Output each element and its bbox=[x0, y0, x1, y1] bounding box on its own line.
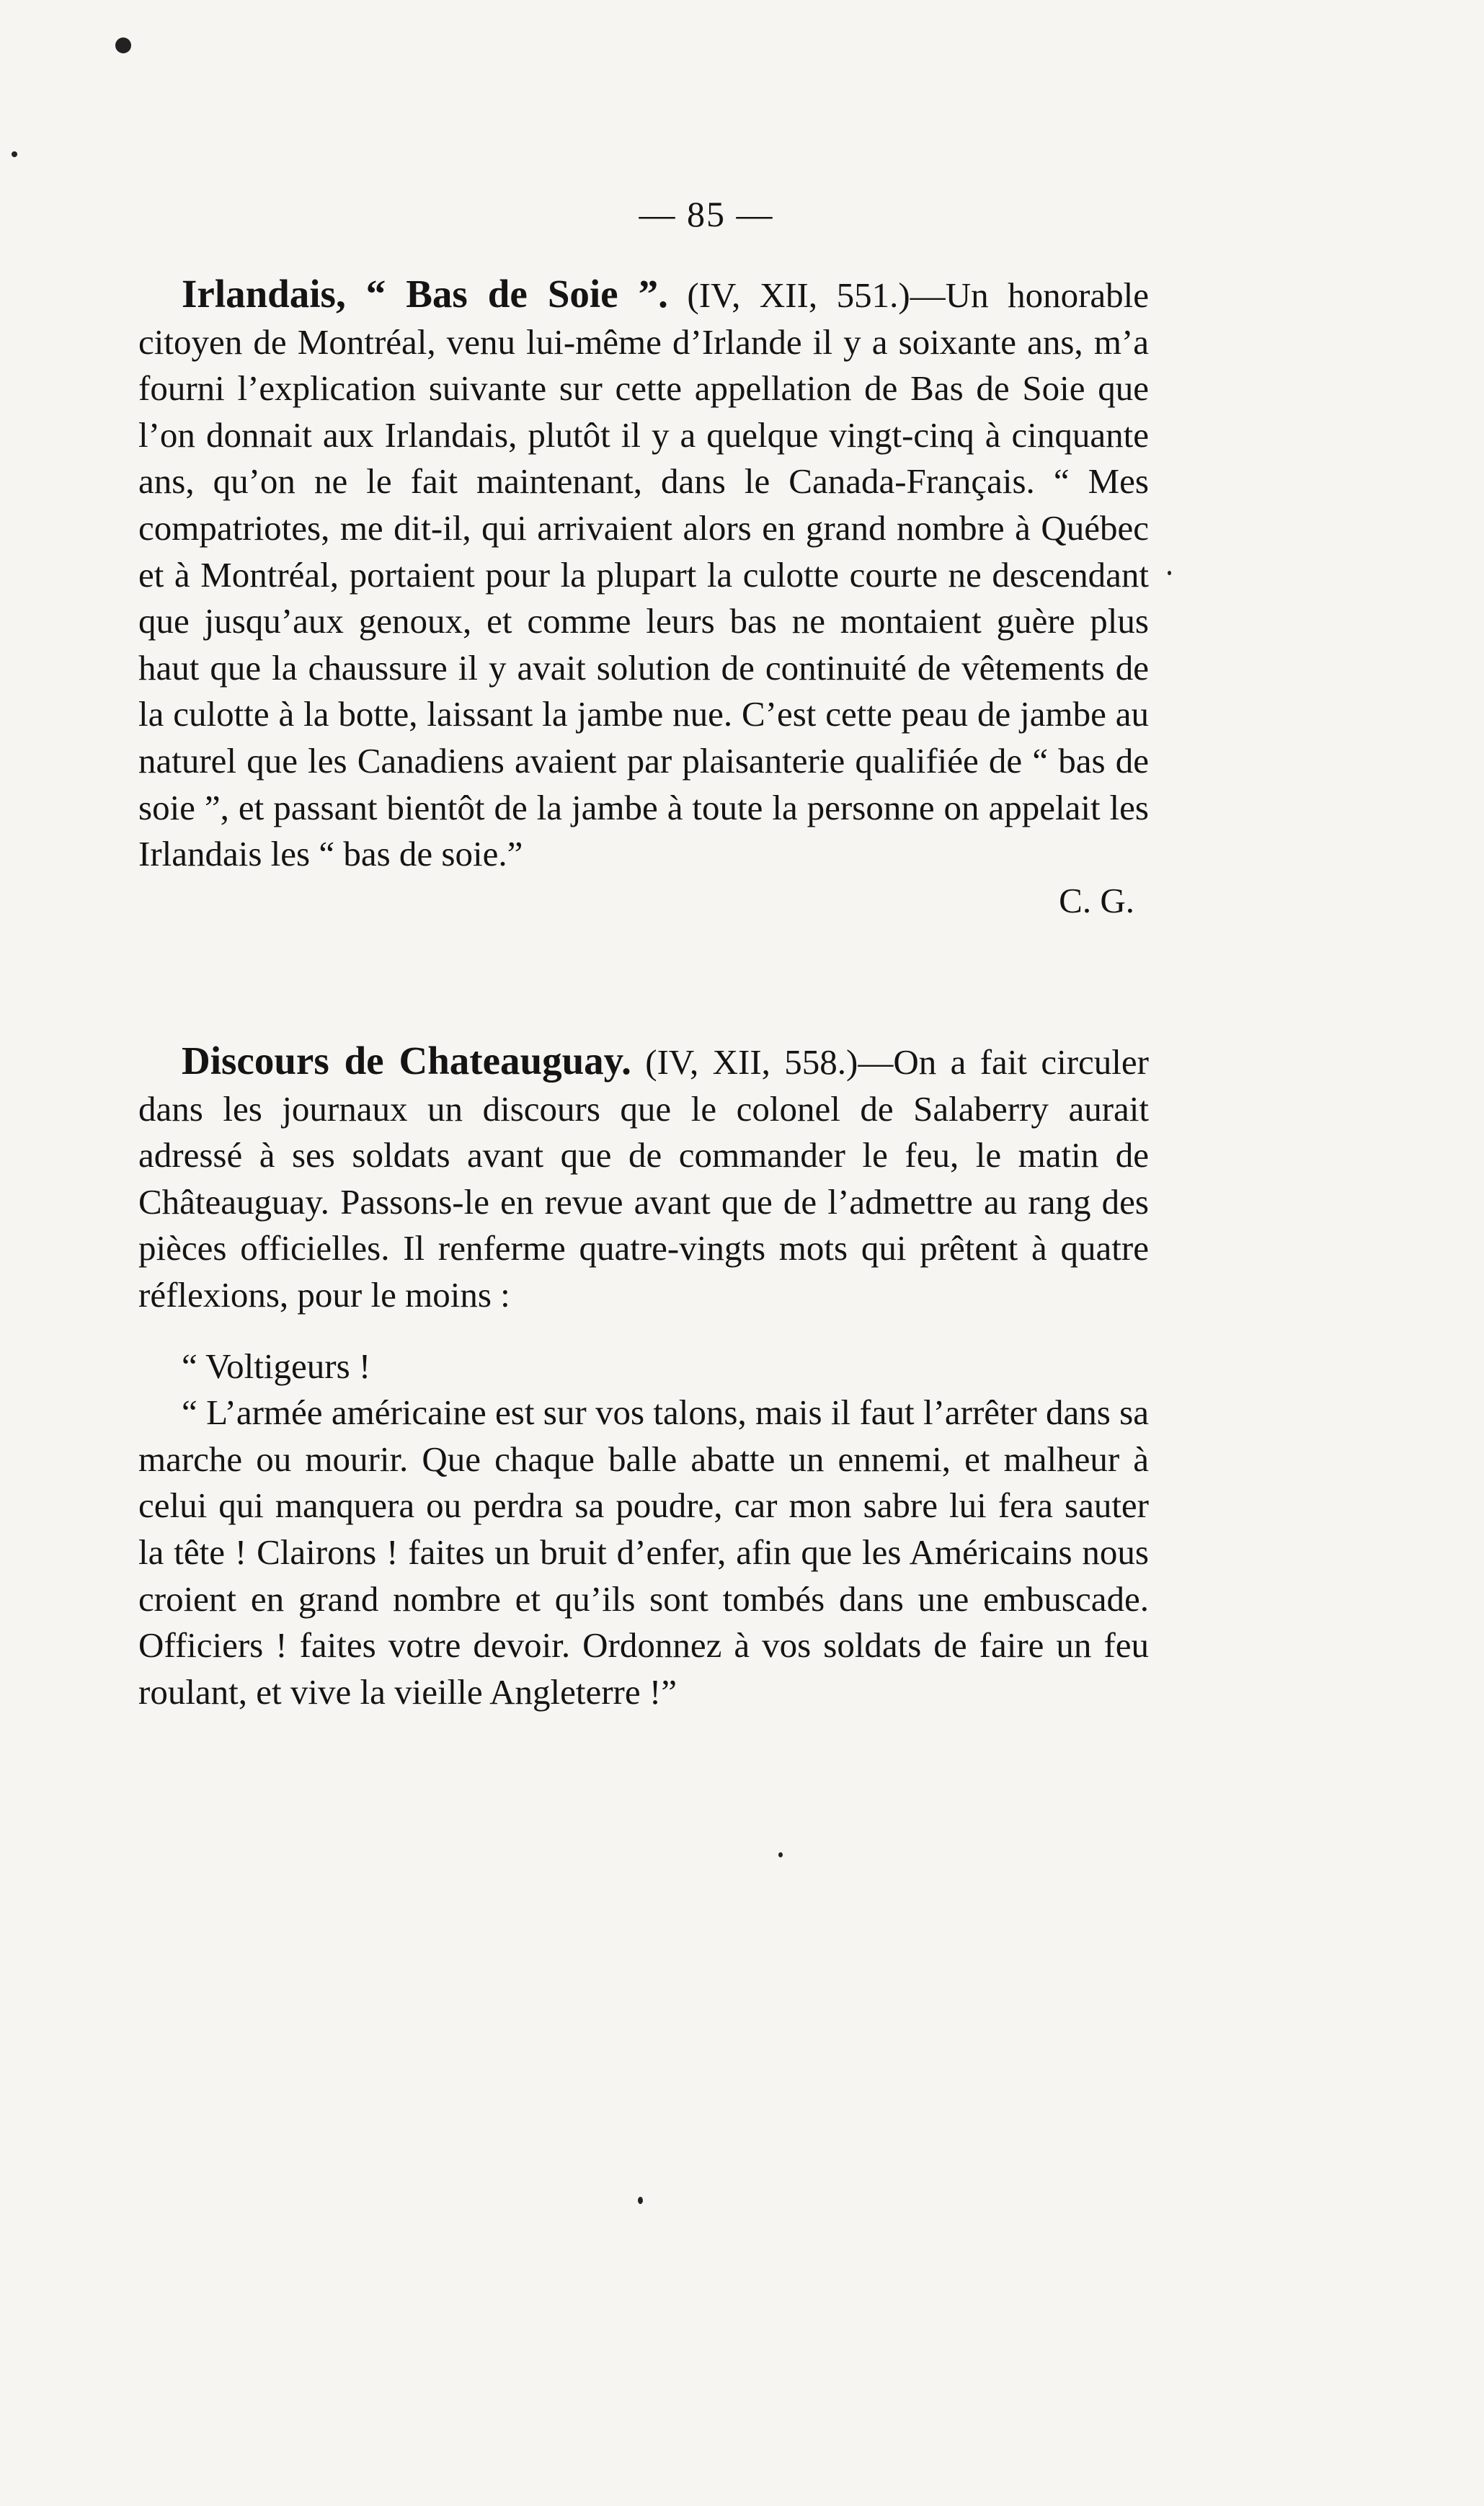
article-body: Un honorable citoyen de Montréal, venu lui-même d’Irlande il y a soixante ans, m’a fourni l’explication suivante sur cette appellation de Bas de Soie que l’on donnait aux Irlandais, plutôt il y a quelque vingt-cinq à cinquante ans, qu’on ne le fait maintenant, dans le Canada-Français. “ Mes compatriotes, me dit-il, qui arrivaient alors en grand nombre à Québec et à Montréal, portaient pour la plupart la culotte courte ne descendant que jusqu’aux genoux, et comme leurs bas ne montaient guère plus haut que la chaussure il y avait solution de continuité de vêtements de la culotte à la botte, laissant la jambe nue. C’est cette peau de jambe au naturel que les Canadiens avaient par plaisanterie qualifiée de “ bas de soie ”, et passant bientôt de la jambe à toute la personne on appelait les Irlandais les “ bas de soie.” bbox=[138, 275, 1150, 874]
article-reference: (IV, XII, 551.)— bbox=[687, 275, 946, 315]
article-signature: C. G. bbox=[1059, 880, 1134, 920]
article-body: On a fait circuler dans les journaux un discours que le colonel de Salaberry aurait adressé à ses soldats avant que de commander le feu, le matin de Châteauguay. Passons-le en revue avant que de l’admettre au rang des pièces officielles. Il renferme quatre-vingts mots qui prêtent à quatre réflexions, pour le moins : bbox=[138, 1042, 1149, 1315]
article-reference: (IV, XII, 558.)— bbox=[645, 1042, 894, 1082]
ink-speck bbox=[778, 1852, 783, 1857]
article-paragraph bbox=[138, 1038, 1149, 1319]
article-chateauguay bbox=[138, 1038, 1149, 1715]
ink-speck bbox=[12, 151, 17, 157]
page-number: — 85 — bbox=[639, 194, 774, 234]
article-heading: Discours de Chateauguay. bbox=[182, 1039, 631, 1083]
article-heading: Irlandais, “ Bas de Soie ”. bbox=[182, 272, 668, 316]
ink-speck bbox=[1168, 571, 1171, 575]
article-irlandais bbox=[138, 271, 1149, 924]
quote-line: “ Voltigeurs ! bbox=[182, 1346, 371, 1386]
ink-speck bbox=[638, 2197, 643, 2204]
article-paragraph bbox=[138, 271, 1149, 878]
ink-spot bbox=[115, 37, 131, 53]
quote-paragraph: “ L’armée américaine est sur vos talons, mais il faut l’arrêter dans sa marche ou mourir. Que chaque balle abatte un ennemi, et malheur à celui qui manquera ou perdra sa poudre, car mon sabre lui fera sauter la tête ! Clairons ! faites un bruit d’enfer, afin que les Américains nous croient en grand nombre et qu’ils sont tombés dans une embuscade. Officiers ! faites votre devoir. Ordonnez à vos soldats de faire un feu roulant, et vive la vieille Angleterre !” bbox=[138, 1392, 1149, 1712]
